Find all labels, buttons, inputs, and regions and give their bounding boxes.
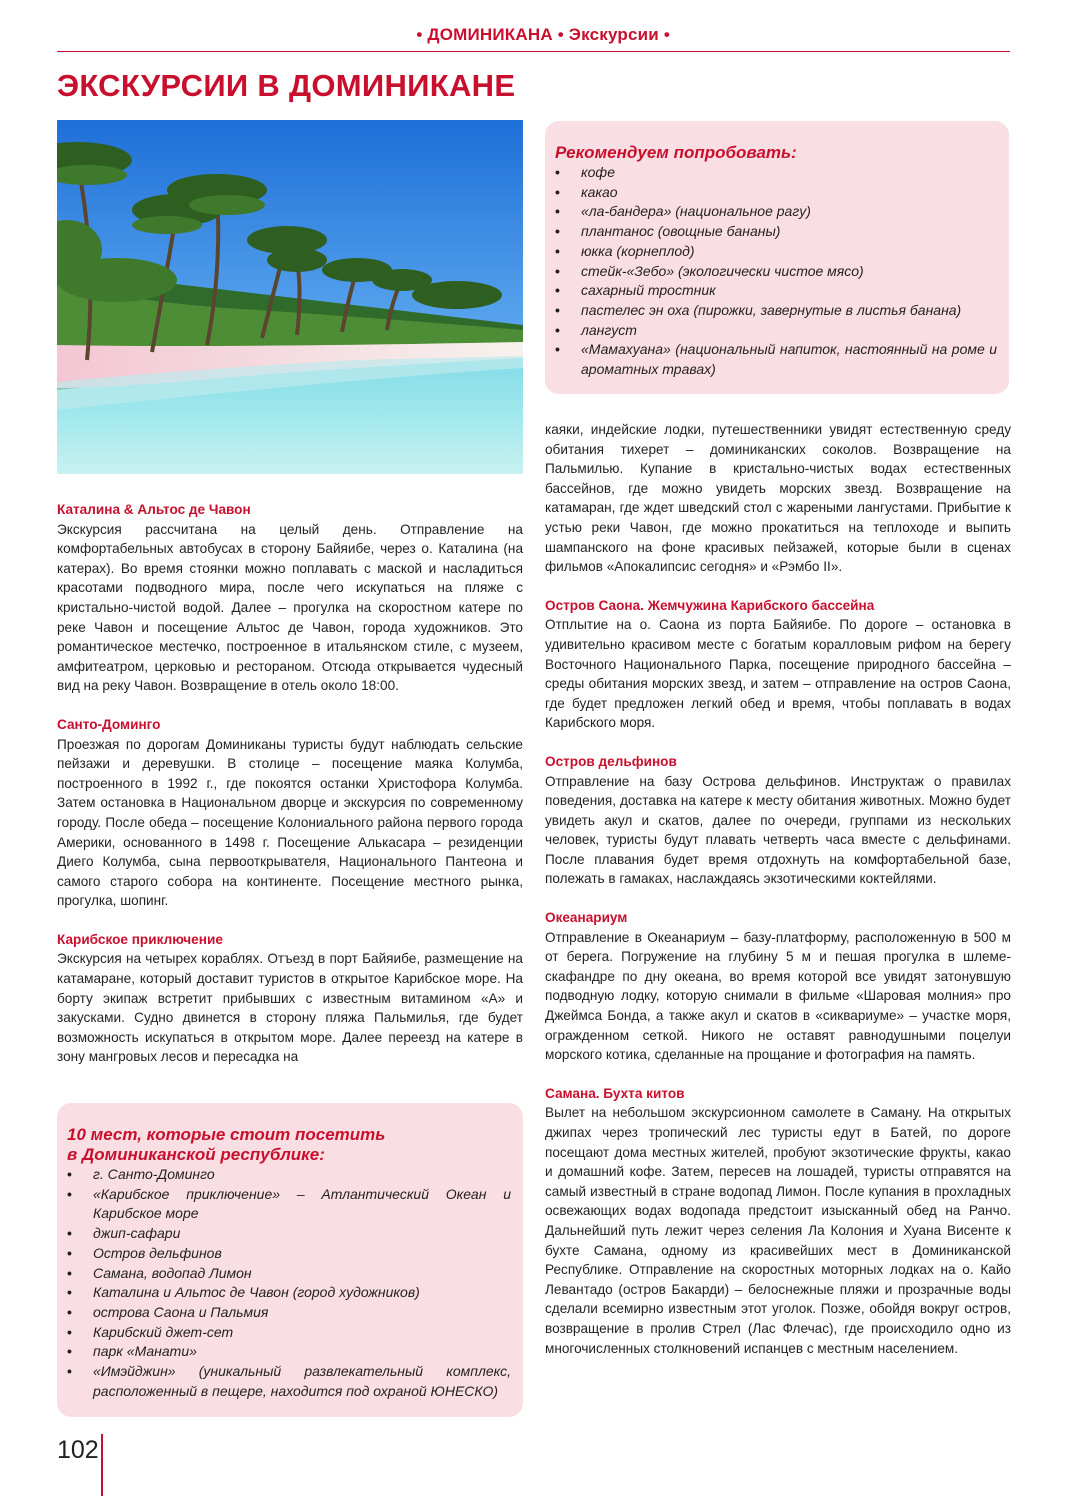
recommend-box [545, 121, 1009, 394]
header-text: • ДОМИНИКАНА • Экскурсии • [416, 25, 670, 44]
list-item: • Карибский джет-сет [67, 1323, 511, 1343]
page-title: ЭКСКУРСИИ В ДОМИНИКАНЕ [57, 68, 516, 103]
page-number: 102 [57, 1436, 99, 1464]
list-item: • «Имэйджин» (уникальный развлекательный комплекс, расположенный в пещере, находится под охраной ЮНЕСКО) [67, 1362, 511, 1401]
places-list [67, 1165, 511, 1401]
section-body: Вылет на небольшом экскурсионном самолете в Саману. На открытых джипах через тропический лес туристы едут в Батей, по дороге посещают дома местных жителей, пробуют экзотические фрукты, какао и домашний кофе. Затем, пересев на лошадей, туристы отправятся на самый известный в стране водопад Лимон. После купания в прохладных освежающих водах водопада предстоит изысканный обед на Ранчо. Дальнейший путь лежит через селения Ла Колония и Хуана Висенте к бухте Самана, одному из красивейших мест в Доминиканской Республике. Отправление на скоростных моторных лодках на о. Кайо Левантадо (остров Бакарди) – белоснежные пляжи и прозрачные воды сделали всемирно известным этот уголок. Позже, обойдя вокруг остров, возвращение в пролив Стрел (Лас Флечас), где происходило одно из многочисленных столкновений испанцев с местным населением. [545, 1105, 1011, 1356]
right-column [545, 420, 1011, 1358]
section-body: Экскурсия рассчитана на целый день. Отправление на комфортабельных автобусах в сторону Байяибе, через о. Каталина (на катерах). Во время стоянки можно поплавать с маской и насладиться красотами подводного мира, после чего искупаться на пляже с кристально-чистой водой. Далее – прогулка на скоростном катере по реке Чавон и посещение Альтос де Чавон, города художников. Это романтическое местечко, построенное в итальянском стиле, с музеем, амфитеатром, церковью и рестораном. Отсюда открывается чудесный вид на реку Чавон. Возвращение в отель около 18:00. [57, 521, 523, 694]
list-item: • «ла-бандера» (национальное рагу) [555, 202, 997, 222]
section-title: Остров Саона. Жемчужина Карибского бассейна [545, 597, 875, 613]
section-body: Экскурсия на четырех кораблях. Отъезд в порт Байяибе, размещение на катамаране, который доставит туристов в открытое Карибское море. На борту экипаж встретит прибывших с известным витамином «А» и закусками. Судно двинется в сторону пляжа Пальмилья, где будет возможность искупаться в открытом море. Далее переезд на катере в зону мангровых лесов и пересадка на [57, 951, 523, 1065]
list-item: • джип-сафари [67, 1224, 511, 1244]
list-item: • парк «Манати» [67, 1342, 511, 1362]
list-item: • кофе [555, 163, 997, 183]
recommend-title: Рекомендуем попробовать: [555, 143, 797, 162]
list-item: • Остров дельфинов [67, 1244, 511, 1264]
list-item: • какао [555, 183, 997, 203]
list-item: • пастелес эн оха (пирожки, завернутые в листья банана) [555, 301, 997, 321]
list-item: • Каталина и Альтос де Чавон (город художников) [67, 1283, 511, 1303]
section-title: Санто-Доминго [57, 716, 161, 732]
places-box [57, 1103, 523, 1417]
list-item: • «Мамахуана» (национальный напиток, настоянный на роме и ароматных травах) [555, 340, 997, 379]
section-body: Отправление на базу Острова дельфинов. Инструктаж о правилах поведения, доставка на катере к месту обитания животных. Можно будет увидеть акул и скатов, далее по очереди, группами из нескольких человек, туристы будут плавать четверть часа вместе с дельфинами. После плавания будет время отдохнуть на комфортабельной базе, полежать в гамаках, наслаждаясь экзотическими коктейлями. [545, 773, 1011, 887]
recommend-list [555, 163, 997, 380]
section-title: Каталина & Альтос де Чавон [57, 502, 251, 517]
list-item: • г. Санто-Доминго [67, 1165, 511, 1185]
list-item: • стейк-«Зебо» (экологически чистое мясо) [555, 262, 997, 282]
places-title-line2: в Доминиканской республике: [67, 1145, 325, 1164]
section-title: Карибское приключение [57, 931, 223, 947]
section-title: Океанариум [545, 910, 628, 926]
list-item: • плантанос (овощные бананы) [555, 222, 997, 242]
left-column [57, 500, 523, 1067]
list-item: • сахарный тростник [555, 281, 997, 301]
list-item: • лангуст [555, 321, 997, 341]
section-body-continued: каяки, индейские лодки, путешественники увидят естественную среду обитания тихерет – доминиканских соколов. Возвращение на Пальмилью. Купание в кристально-чистых водах естественных бассейнов, где можно увидеть морских звезд. Возвращение на катамаран, где ждет шведский стол с жареными лангустами. Прибытие к устью реки Чавон, где можно прокатиться на теплоходе и выпить шампанского на фоне красивых пейзажей, которые были в сценах фильмов «Апокалипсис сегодня» и «Рэмбо II». [545, 422, 1011, 575]
list-item: • юкка (корнеплод) [555, 242, 997, 262]
section-title: Самана. Бухта китов [545, 1085, 685, 1101]
list-item: • Самана, водопад Лимон [67, 1264, 511, 1284]
places-title-line1: 10 мест, которые стоит посетить [67, 1125, 386, 1144]
running-header [57, 22, 1010, 52]
beach-photo [57, 120, 523, 474]
page-number-divider [101, 1434, 103, 1496]
section-title: Остров дельфинов [545, 753, 677, 769]
list-item: • острова Саона и Пальмия [67, 1303, 511, 1323]
section-body: Отплытие на о. Саона из порта Байяибе. По дороге – остановка в удивительно красивом месте с богатым коралловым рифом на берегу Восточного Национального Парка, посещение природного бассейна – среды обитания морских звезд, и затем – отправление на остров Саона, где будет предложен легкий обед и время, чтобы поплавать в водах Карибского моря. [545, 617, 1011, 731]
section-body: Отправление в Океанариум – базу-платформу, расположенную в 500 м от берега. Погружение на глубину 5 м и пешая прогулка в шлеме-скафандре по дну океана, во время которой все увидят затонувшую подводную лодку, которую снимали в фильме «Шаровая молния» про Джеймса Бонда, а также акул и скатов в «сиквариуме» – участке моря, огражденном сеткой. Никого не оставят равнодушными поцелуи морского котика, сделанные на прощание и фотография на память. [545, 929, 1011, 1063]
section-body: Проезжая по дорогам Доминиканы туристы будут наблюдать сельские пейзажи и деревушки. В столице – посещение маяка Колумба, построенного в 1992 г., где покоятся останки Христофора Колумба. Затем остановка в Национальном дворце и экскурсия по современному городу. После обеда – посещение Колониального района первого города Америки, основанного в 1498 г. Посещение Алькасара – резиденции Диего Колумба, сына первооткрывателя, Национального Пантеона и самого старого собора на континенте. Посещение местного рынка, прогулка, шопинг. [57, 736, 523, 909]
list-item: • «Карибское приключение» – Атлантический Океан и Карибское море [67, 1185, 511, 1224]
